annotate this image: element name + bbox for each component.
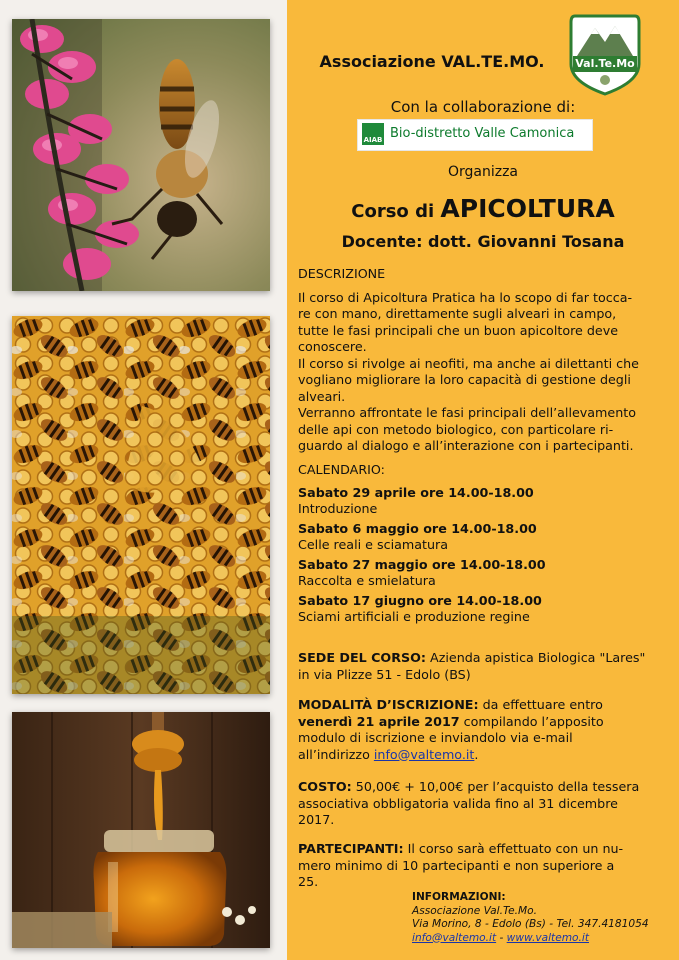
honeycomb-bees-photo (12, 316, 270, 694)
session (298, 521, 658, 554)
valtemo-logo (567, 14, 643, 96)
session (298, 485, 658, 518)
description-line: vogliano migliorare la loro capacità di gestione degli (298, 372, 631, 387)
description-heading: DESCRIZIONE (298, 266, 386, 281)
registration-line2: compilando l’apposito (463, 713, 604, 729)
cost-section (298, 779, 658, 829)
registration-section (298, 697, 658, 763)
session (298, 557, 658, 590)
contact-email-link[interactable]: info@valtemo.it (412, 931, 497, 944)
logo-text: Val.Te.Mo (575, 57, 635, 70)
cost-label: COSTO: (298, 779, 352, 794)
course-prefix: Corso di (351, 201, 435, 222)
venue-line2: in via Plizze 51 - Edolo (BS) (298, 666, 471, 682)
venue-label: SEDE DEL CORSO: (298, 650, 426, 665)
registration-line4-end: . (474, 746, 479, 762)
contact-separator: - (496, 931, 507, 944)
session-date: Sabato 27 maggio ore 14.00-18.00 (298, 556, 546, 572)
registration-line4: all’indirizzo (298, 746, 370, 762)
description-line: Il corso si rivolge ai neofiti, ma anche ai dilettanti che (298, 355, 639, 371)
description-line: re con mano, direttamente sugli alveari in campo, (298, 306, 617, 321)
participants-line3: 25. (298, 874, 319, 889)
contact-address: Via Morino, 8 - Edolo (Bs) - Tel. 347.4181054 (412, 918, 649, 930)
contact-block (412, 891, 674, 945)
calendar-section (298, 462, 658, 626)
session-topic: Celle reali e sciamatura (298, 537, 449, 552)
venue-section (298, 650, 658, 683)
participants-section (298, 841, 658, 891)
collaboration-label: Con la collaborazione di: (390, 98, 576, 116)
description-line: conoscere. (298, 339, 367, 354)
session (298, 593, 658, 626)
description-line: tutte le fasi principali che un buon apicoltore deve (298, 322, 619, 338)
description-line: delle api con metodo biologico, con particolare ri- (298, 421, 614, 437)
registration-label: MODALITÀ D’ISCRIZIONE: (298, 697, 479, 712)
session-topic: Introduzione (298, 501, 378, 516)
photo-column (0, 0, 287, 960)
description-section (298, 266, 658, 455)
aiab-badge (362, 123, 384, 145)
participants-line2: mero minimo di 10 partecipanti e non superiore a (298, 857, 615, 873)
registration-deadline: venerdì 21 aprile 2017 (298, 713, 460, 729)
association-name: Associazione VAL.TE.MO. (319, 52, 545, 71)
contact-website-link[interactable]: www.valtemo.it (506, 931, 589, 944)
registration-email-link[interactable]: info@valtemo.it (373, 746, 475, 762)
session-date: Sabato 6 maggio ore 14.00-18.00 (298, 520, 537, 536)
calendar-heading: CALENDARIO: (298, 462, 385, 477)
registration-line1: da effettuare entro (482, 697, 603, 712)
description-line: alveari. (298, 388, 346, 404)
participants-line1: Il corso sarà effettuato con un nu- (407, 841, 624, 856)
teacher-line: Docente: dott. Giovanni Tosana (341, 232, 625, 251)
course-title (287, 194, 679, 223)
registration-line3: modulo di iscrizione e inviandolo via e-mail (298, 730, 573, 745)
session-date: Sabato 29 aprile ore 14.00-18.00 (298, 484, 534, 500)
partner-logo (357, 119, 593, 151)
course-name: APICOLTURA (440, 194, 615, 223)
session-date: Sabato 17 giugno ore 14.00-18.00 (298, 592, 542, 608)
cost-line2: associativa obbligatoria valida fino al 31 dicembre (298, 795, 618, 811)
participants-label: PARTECIPANTI: (298, 841, 404, 856)
contact-name: Associazione Val.Te.Mo. (412, 904, 538, 917)
description-line: Verranno affrontate le fasi principali dell’allevamento (298, 405, 637, 420)
info-panel (287, 0, 679, 960)
partner-name: Bio-distretto Valle Camonica (390, 126, 575, 141)
cost-line3: 2017. (298, 812, 335, 827)
session-topic: Raccolta e smielatura (298, 573, 436, 588)
bee-on-flower-photo (12, 19, 270, 291)
description-line: Il corso di Apicoltura Pratica ha lo scopo di far tocca- (298, 289, 633, 305)
honey-jar-photo (12, 712, 270, 948)
aiab-label: AIAB (363, 136, 383, 144)
session-topic: Sciami artificiali e produzione regine (298, 609, 530, 624)
organizes-label: Organizza (447, 164, 519, 180)
cost-line1: 50,00€ + 10,00€ per l’acquisto della tessera (355, 779, 640, 794)
description-line: guardo al dialogo e all’interazione con i partecipanti. (298, 438, 634, 453)
venue-line1: Azienda apistica Biologica "Lares" (430, 650, 646, 665)
contact-heading: INFORMAZIONI: (412, 891, 506, 903)
